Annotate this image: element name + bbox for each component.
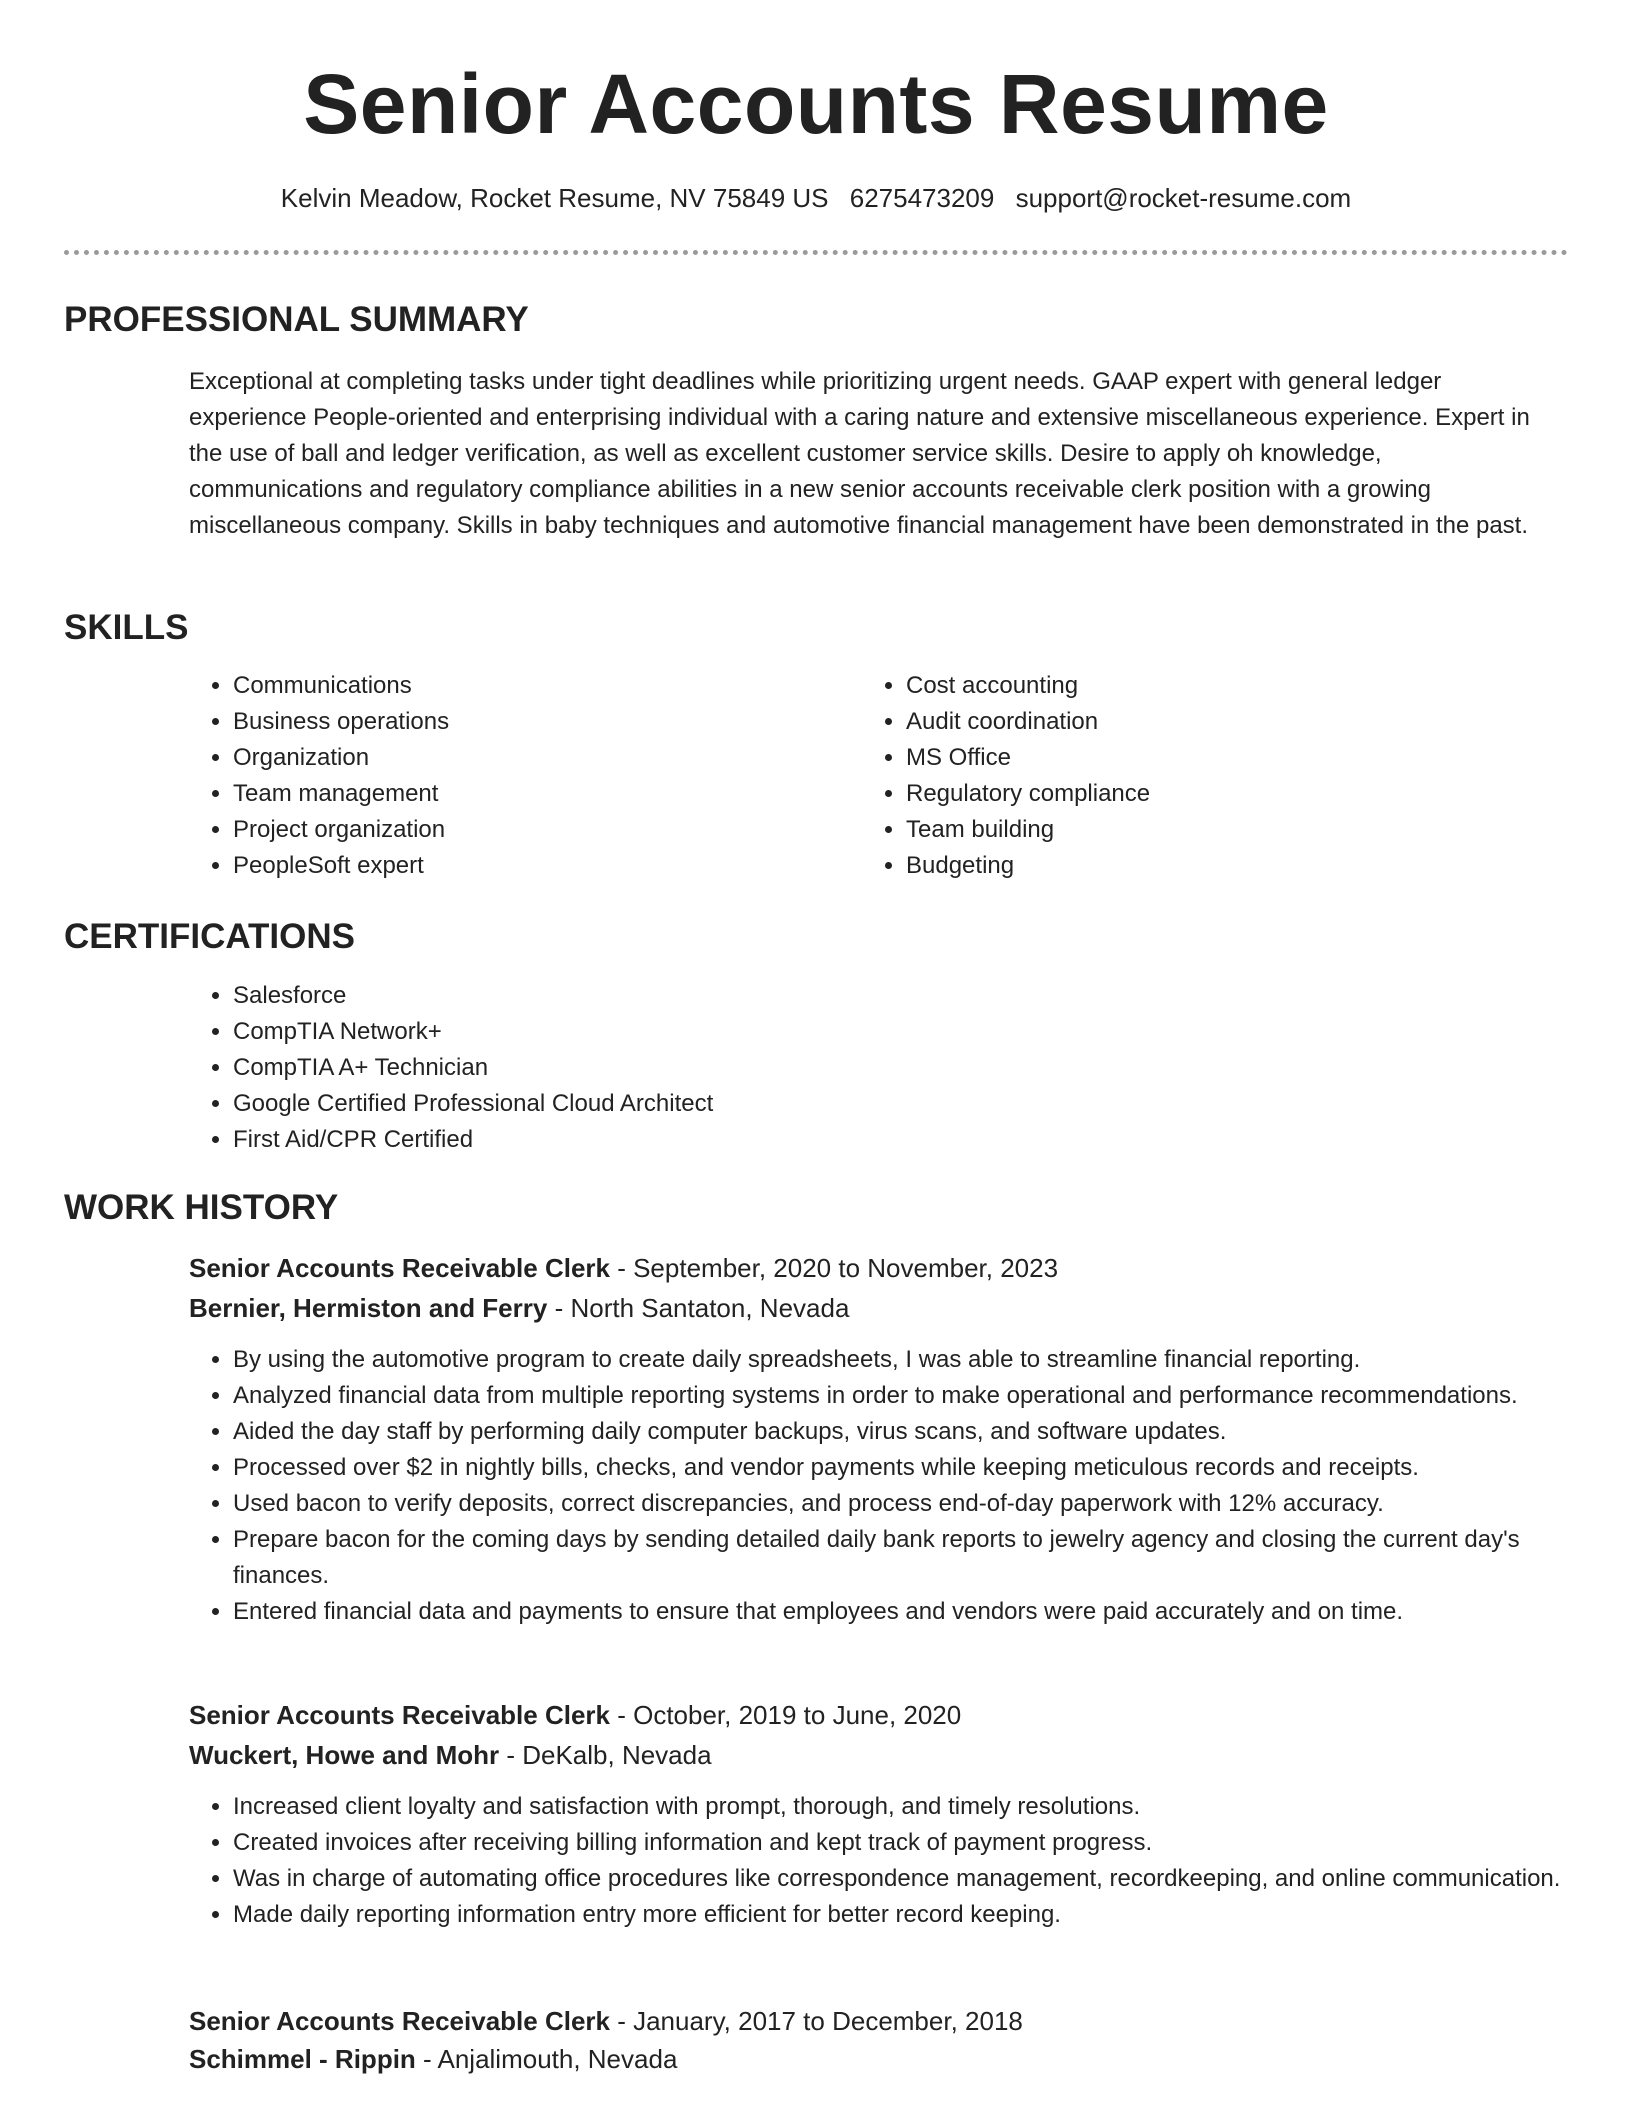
section-title-summary: PROFESSIONAL SUMMARY [64, 300, 529, 339]
certification-item: • CompTIA A+ Technician [233, 1050, 1233, 1086]
job-bullet: • Prepare bacon for the coming days by sending detailed daily bank reports to jewelry agency and closing the current day's finances. [233, 1522, 1598, 1594]
job-company-line [189, 2041, 677, 2077]
skill-item: • Regulatory compliance [906, 776, 1506, 812]
job-bullet: • Created invoices after receiving billing information and kept track of payment progress. [233, 1825, 1598, 1861]
job-title: Senior Accounts Receivable Clerk [189, 1700, 610, 1730]
job-bullet: • Entered financial data and payments to ensure that employees and vendors were paid accurately and on time. [233, 1594, 1598, 1630]
section-title-skills: SKILLS [64, 608, 189, 647]
skill-item: • MS Office [906, 740, 1506, 776]
certification-item: • Google Certified Professional Cloud Architect [233, 1086, 1233, 1122]
job-bullets [189, 1342, 1598, 1630]
job-company-line [189, 1290, 849, 1326]
job-bullet: • Increased client loyalty and satisfaction with prompt, thorough, and timely resolutions. [233, 1789, 1598, 1825]
contact-phone: 6275473209 [849, 183, 995, 213]
job-bullet: • Made daily reporting information entry more efficient for better record keeping. [233, 1897, 1598, 1933]
skills-list-right [862, 668, 1506, 884]
skill-item: • Cost accounting [906, 668, 1506, 704]
skill-item: • Project organization [233, 812, 833, 848]
contact-line [0, 180, 1632, 216]
contact-email: support@rocket-resume.com [1015, 183, 1352, 213]
job-separator: - [609, 1700, 634, 1730]
skill-item: • Business operations [233, 704, 833, 740]
job-separator: - [609, 2006, 634, 2036]
certification-item: • First Aid/CPR Certified [233, 1122, 1233, 1158]
section-title-work-history: WORK HISTORY [64, 1188, 339, 1227]
job-company: Bernier, Hermiston and Ferry [189, 1293, 548, 1323]
contact-address: Kelvin Meadow, Rocket Resume, NV 75849 US [280, 183, 829, 213]
job-bullet: • Aided the day staff by performing daily computer backups, virus scans, and software updates. [233, 1414, 1598, 1450]
job-bullet: • Was in charge of automating office procedures like correspondence management, recordkeeping, and online communication. [233, 1861, 1598, 1897]
job-separator: - [547, 1293, 571, 1323]
skill-item: • Team management [233, 776, 833, 812]
skills-list-left [189, 668, 833, 884]
job-separator: - [415, 2044, 438, 2074]
skill-item: • Organization [233, 740, 833, 776]
resume-title: Senior Accounts Resume [303, 57, 1329, 151]
job-company-line [189, 1737, 712, 1773]
job-location: DeKalb, Nevada [522, 1740, 712, 1770]
job-dates: January, 2017 to December, 2018 [633, 2006, 1023, 2036]
job-company: Schimmel - Rippin [189, 2044, 416, 2074]
job-title-line [189, 1697, 961, 1733]
skill-item: • Budgeting [906, 848, 1506, 884]
job-separator: - [499, 1740, 523, 1770]
job-location: North Santaton, Nevada [570, 1293, 850, 1323]
skill-item: • PeopleSoft expert [233, 848, 833, 884]
job-title-line [189, 1250, 1058, 1286]
job-title: Senior Accounts Receivable Clerk [189, 1253, 610, 1283]
job-title-line [189, 2003, 1023, 2039]
header-divider [64, 250, 1568, 255]
job-location: Anjalimouth, Nevada [437, 2044, 678, 2074]
job-title: Senior Accounts Receivable Clerk [189, 2006, 610, 2036]
job-bullet: • Processed over $2 in nightly bills, checks, and vendor payments while keeping meticulous records and receipts. [233, 1450, 1598, 1486]
job-company: Wuckert, Howe and Mohr [189, 1740, 500, 1770]
job-bullet: • Used bacon to verify deposits, correct discrepancies, and process end-of-day paperwork with 12% accuracy. [233, 1486, 1598, 1522]
section-title-certifications: CERTIFICATIONS [64, 917, 356, 956]
skill-item: • Audit coordination [906, 704, 1506, 740]
certification-item: • CompTIA Network+ [233, 1014, 1233, 1050]
job-dates: September, 2020 to November, 2023 [633, 1253, 1059, 1283]
job-bullet: • By using the automotive program to create daily spreadsheets, I was able to streamline financial reporting. [233, 1342, 1598, 1378]
job-bullets [189, 1789, 1598, 1933]
job-separator: - [609, 1253, 634, 1283]
skill-item: • Team building [906, 812, 1506, 848]
job-dates: October, 2019 to June, 2020 [633, 1700, 962, 1730]
certification-item: • Salesforce [233, 978, 1233, 1014]
skill-item: • Communications [233, 668, 833, 704]
summary-text: Exceptional at completing tasks under tight deadlines while prioritizing urgent needs. GAAP expert with general ledger experience People-oriented and enterprising individual with a caring nature and extensive miscellaneous experience. Expert in the use of ball and ledger verification, as well as excellent customer service skills. Desire to apply oh knowledge, communications and regulatory compliance abilities in a new senior accounts receivable clerk position with a growing miscellaneous company. Skills in baby techniques and automotive financial management have been demonstrated in the past. [189, 368, 1530, 539]
certifications-list [189, 978, 1233, 1158]
job-bullet: • Analyzed financial data from multiple reporting systems in order to make operational and performance recommendations. [233, 1378, 1598, 1414]
